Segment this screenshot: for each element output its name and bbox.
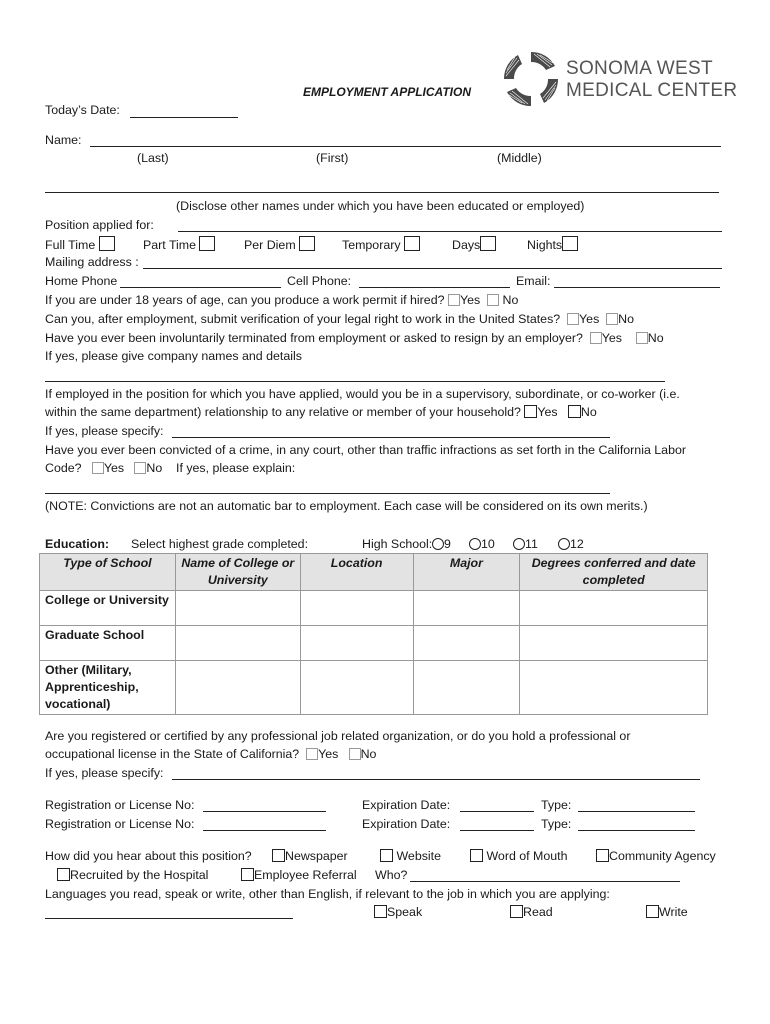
terminated-yes-checkbox[interactable] <box>590 332 602 344</box>
conviction-note: (NOTE: Convictions are not an automatic bar to employment. Each case will be considered on its own merits.) <box>45 499 648 513</box>
community-agency-option[interactable] <box>596 849 716 864</box>
row-other: Other (Military, Apprenticeship, vocational) <box>40 661 176 715</box>
position-field[interactable] <box>178 231 722 232</box>
reg-license-field-1[interactable] <box>203 811 326 812</box>
verification-no-checkbox[interactable] <box>606 313 618 325</box>
recruited-label: Recruited by the Hospital <box>70 868 209 882</box>
expiration-label-2: Expiration Date: <box>362 817 451 831</box>
todays-date-field[interactable] <box>130 117 238 118</box>
under18-question <box>45 293 518 308</box>
verification-question <box>45 312 634 327</box>
part-time-checkbox[interactable] <box>199 236 215 251</box>
grade-10-radio[interactable] <box>469 538 481 550</box>
verification-no-label: No <box>618 312 634 326</box>
other-location-cell[interactable] <box>300 661 413 715</box>
email-label: Email: <box>516 274 551 288</box>
position-label: Position applied for: <box>45 218 154 232</box>
disclose-names-note: (Disclose other names under which you have been educated or employed) <box>176 199 585 213</box>
college-name-cell[interactable] <box>175 591 300 626</box>
todays-date-label: Today’s Date: <box>45 103 120 117</box>
terminated-no-checkbox[interactable] <box>636 332 648 344</box>
license-specify-label: If yes, please specify: <box>45 766 164 780</box>
word-of-mouth-label: Word of Mouth <box>486 849 568 863</box>
nights-label: Nights <box>527 238 563 252</box>
convicted-no-checkbox[interactable] <box>134 462 146 474</box>
table-row <box>40 626 708 661</box>
newspaper-checkbox[interactable] <box>272 849 285 862</box>
grade-11-label: 11 <box>525 537 538 551</box>
grade-9-option[interactable] <box>432 537 451 552</box>
logo <box>500 48 562 110</box>
temporary-checkbox[interactable] <box>404 236 420 251</box>
license-no-checkbox[interactable] <box>349 748 361 760</box>
read-label: Read <box>523 905 553 919</box>
other-degree-cell[interactable] <box>520 661 708 715</box>
education-table <box>39 553 708 715</box>
per-diem-option[interactable] <box>244 236 315 253</box>
name-label: Name: <box>45 133 82 147</box>
terminated-question <box>45 331 664 346</box>
recruited-checkbox[interactable] <box>57 868 70 881</box>
name-middle-label: (Middle) <box>497 151 542 165</box>
employee-referral-checkbox[interactable] <box>241 868 254 881</box>
full-time-checkbox[interactable] <box>99 236 115 251</box>
word-of-mouth-checkbox[interactable] <box>470 849 483 862</box>
row-graduate: Graduate School <box>40 626 176 661</box>
terminated-yes-label: Yes <box>601 331 622 345</box>
license-text: occupational license in the State of California? <box>45 747 300 761</box>
license-question-line1: Are you registered or certified by any professional job related organization, or do you hold a professional or <box>45 729 631 743</box>
source-question-label: How did you hear about this position? <box>45 849 252 863</box>
days-label: Days <box>452 238 481 252</box>
write-checkbox[interactable] <box>646 905 659 918</box>
graduate-location-cell[interactable] <box>300 626 413 661</box>
college-degree-cell[interactable] <box>520 591 708 626</box>
logo-text-line2: MEDICAL CENTER <box>566 80 738 101</box>
type-label-1: Type: <box>541 798 572 812</box>
cell-phone-field[interactable] <box>359 287 510 288</box>
license-no-label: No <box>360 747 377 761</box>
other-major-cell[interactable] <box>413 661 520 715</box>
header-location: Location <box>300 554 413 591</box>
full-time-label: Full Time <box>45 238 96 252</box>
expiration-field-2[interactable] <box>460 830 534 831</box>
relative-question <box>45 405 597 420</box>
who-label: Who? <box>375 868 408 882</box>
days-option[interactable] <box>452 236 496 253</box>
convicted-yes-checkbox[interactable] <box>92 462 104 474</box>
college-major-cell[interactable] <box>413 591 520 626</box>
expiration-label-1: Expiration Date: <box>362 798 451 812</box>
table-row <box>40 661 708 715</box>
languages-label: Languages you read, speak or write, other than English, if relevant to the job in which you are applying: <box>45 887 610 901</box>
relative-specify-field[interactable] <box>172 437 610 438</box>
read-checkbox[interactable] <box>510 905 523 918</box>
who-field[interactable] <box>410 881 680 882</box>
graduate-name-cell[interactable] <box>175 626 300 661</box>
relative-yes-checkbox[interactable] <box>524 405 537 418</box>
write-option[interactable] <box>646 905 688 920</box>
header-type-of-school: Type of School <box>40 554 176 591</box>
speak-checkbox[interactable] <box>374 905 387 918</box>
grade-12-option[interactable] <box>558 537 584 552</box>
row-college: College or University <box>40 591 176 626</box>
under18-yes-checkbox[interactable] <box>448 294 460 306</box>
recruited-option[interactable] <box>57 868 208 883</box>
under18-text: If you are under 18 years of age, can you produce a work permit if hired? <box>45 293 445 307</box>
grade-12-radio[interactable] <box>558 538 570 550</box>
community-agency-label: Community Agency <box>609 849 716 863</box>
terminated-no-label: No <box>647 331 664 345</box>
other-names-field[interactable] <box>45 192 719 193</box>
education-header-row <box>40 554 708 591</box>
community-agency-checkbox[interactable] <box>596 849 609 862</box>
logo-text-line1: SONOMA WEST <box>566 58 713 79</box>
license-yes-label: Yes <box>318 747 339 761</box>
expiration-field-1[interactable] <box>460 811 534 812</box>
header-degrees: Degrees conferred and date completed <box>520 554 708 591</box>
temporary-option[interactable] <box>342 236 420 253</box>
grade-9-radio[interactable] <box>432 538 444 550</box>
convicted-yes-label: Yes <box>103 461 125 475</box>
header-major: Major <box>413 554 520 591</box>
type-label-2: Type: <box>541 817 572 831</box>
newspaper-label: Newspaper <box>285 849 348 863</box>
other-name-cell[interactable] <box>175 661 300 715</box>
name-field[interactable] <box>90 146 721 147</box>
reg-license-field-2[interactable] <box>203 830 326 831</box>
relative-text: within the same department) relationship to any relative or member of your household? <box>45 405 521 419</box>
grade-12-label: 12 <box>570 537 584 551</box>
temporary-label: Temporary <box>342 238 401 252</box>
email-field[interactable] <box>554 287 720 288</box>
home-phone-label: Home Phone <box>45 274 118 288</box>
speak-option[interactable] <box>374 905 422 920</box>
languages-field[interactable] <box>45 918 293 919</box>
mailing-address-label: Mailing address : <box>45 255 139 269</box>
education-label: Education: <box>45 537 110 551</box>
education-select-label: Select highest grade completed: <box>131 537 309 551</box>
verification-text: Can you, after employment, submit verification of your legal right to work in the United States? <box>45 312 561 326</box>
license-yes-checkbox[interactable] <box>306 748 318 760</box>
nights-checkbox[interactable] <box>562 236 578 251</box>
grade-11-radio[interactable] <box>513 538 525 550</box>
cell-phone-label: Cell Phone: <box>287 274 352 288</box>
convicted-question <box>45 461 295 476</box>
convicted-explain-label: If yes, please explain: <box>176 461 296 475</box>
per-diem-label: Per Diem <box>244 238 296 252</box>
part-time-label: Part Time <box>143 238 197 252</box>
reg-license-label-1: Registration or License No: <box>45 798 195 812</box>
per-diem-checkbox[interactable] <box>299 236 315 251</box>
relative-yes-label: Yes <box>537 405 558 419</box>
header-college-name: Name of College or University <box>175 554 300 591</box>
type-field-1[interactable] <box>578 811 695 812</box>
relative-question-line1: If employed in the position for which you have applied, would you be in a supervisory, subordinate, or co-worker (i.e. <box>45 387 680 401</box>
college-location-cell[interactable] <box>300 591 413 626</box>
high-school-label: High School: <box>362 537 433 551</box>
part-time-option[interactable] <box>143 236 215 253</box>
form-title: EMPLOYMENT APPLICATION <box>303 85 471 99</box>
name-first-label: (First) <box>316 151 349 165</box>
name-last-label: (Last) <box>137 151 169 165</box>
relative-no-label: No <box>580 405 597 419</box>
company-names-field[interactable] <box>45 381 665 382</box>
read-option[interactable] <box>510 905 553 920</box>
under18-no-checkbox[interactable] <box>487 294 499 306</box>
nights-option[interactable] <box>527 236 578 253</box>
convicted-no-label: No <box>146 461 163 475</box>
write-label: Write <box>659 905 688 919</box>
relative-specify-label: If yes, please specify: <box>45 424 164 438</box>
relative-no-checkbox[interactable] <box>568 405 581 418</box>
under18-no-label: No <box>502 293 519 307</box>
full-time-option[interactable] <box>45 236 115 253</box>
logo-mark-icon <box>500 48 562 110</box>
reg-license-label-2: Registration or License No: <box>45 817 195 831</box>
verification-yes-checkbox[interactable] <box>567 313 579 325</box>
convicted-explain-field[interactable] <box>45 493 610 494</box>
speak-label: Speak <box>387 905 423 919</box>
newspaper-option[interactable] <box>272 849 348 864</box>
license-question <box>45 747 376 762</box>
website-label: Website <box>396 849 441 863</box>
website-option[interactable] <box>380 849 441 864</box>
company-names-label: If yes, please give company names and details <box>45 349 302 363</box>
convicted-question-line1: Have you ever been convicted of a crime, in any court, other than traffic infractions as set forth in the California Labor <box>45 443 686 457</box>
graduate-degree-cell[interactable] <box>520 626 708 661</box>
home-phone-field[interactable] <box>120 287 281 288</box>
under18-yes-label: Yes <box>459 293 481 307</box>
grade-10-option[interactable] <box>469 537 495 552</box>
table-row <box>40 591 708 626</box>
type-field-2[interactable] <box>578 830 695 831</box>
terminated-text: Have you ever been involuntarily terminated from employment or asked to resign by an employer? <box>45 331 583 345</box>
convicted-code-text: Code? <box>45 461 82 475</box>
grade-10-label: 10 <box>481 537 495 551</box>
word-of-mouth-option[interactable] <box>470 849 568 864</box>
license-specify-field[interactable] <box>172 779 700 780</box>
website-checkbox[interactable] <box>380 849 393 862</box>
days-checkbox[interactable] <box>480 236 496 251</box>
employee-referral-option[interactable] <box>241 868 357 883</box>
grade-9-label: 9 <box>444 537 451 551</box>
mailing-address-field[interactable] <box>143 268 722 269</box>
employee-referral-label: Employee Referral <box>254 868 357 882</box>
grade-11-option[interactable] <box>513 537 538 552</box>
verification-yes-label: Yes <box>579 312 600 326</box>
graduate-major-cell[interactable] <box>413 626 520 661</box>
